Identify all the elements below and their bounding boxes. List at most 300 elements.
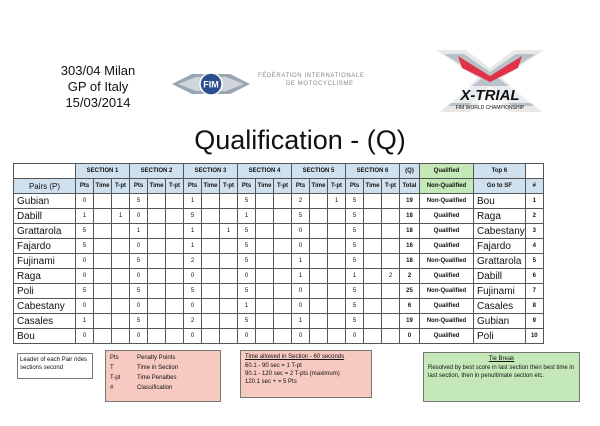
points-cell: 5 bbox=[238, 284, 256, 299]
time-penalty-cell bbox=[166, 269, 184, 284]
header-blank bbox=[525, 164, 543, 179]
time-penalty-cell: 1 bbox=[220, 224, 238, 239]
points-cell: 5 bbox=[238, 254, 256, 269]
section-header: SECTION 6 bbox=[346, 164, 400, 179]
table-row bbox=[14, 329, 544, 344]
qualified-header: Qualified bbox=[420, 164, 474, 179]
time-allowed-box bbox=[240, 350, 372, 398]
points-cell: 1 bbox=[76, 209, 94, 224]
time-penalty-cell bbox=[112, 329, 130, 344]
header-row-sections bbox=[14, 164, 544, 179]
time-cell bbox=[256, 314, 274, 329]
header-row-columns bbox=[14, 179, 544, 194]
section-header: SECTION 5 bbox=[292, 164, 346, 179]
legend-key: T bbox=[110, 365, 114, 371]
time-cell bbox=[256, 329, 274, 344]
rider-name: Raga bbox=[14, 269, 76, 284]
time-cell bbox=[310, 299, 328, 314]
points-cell: 1 bbox=[292, 269, 310, 284]
total-cell: 2 bbox=[400, 269, 420, 284]
semi-final-rider: Fujinami bbox=[474, 284, 526, 299]
tie-break-box bbox=[423, 352, 580, 402]
qualification-status: Qualified bbox=[420, 239, 474, 254]
legend-key: # bbox=[110, 385, 114, 391]
time-cell bbox=[310, 254, 328, 269]
classification-number: 8 bbox=[525, 299, 543, 314]
legend-value: Classification bbox=[137, 385, 173, 391]
time-cell bbox=[94, 284, 112, 299]
time-cell bbox=[202, 329, 220, 344]
legend-row bbox=[110, 373, 216, 383]
qualification-status: Qualified bbox=[420, 329, 474, 344]
time-allowed-line: 120.1 sec + = 5 Pts bbox=[245, 379, 297, 385]
total-cell: 16 bbox=[400, 239, 420, 254]
time-penalty-cell bbox=[382, 299, 400, 314]
time-cell bbox=[94, 314, 112, 329]
time-cell bbox=[94, 194, 112, 209]
legend-row bbox=[110, 383, 216, 393]
subcolumn-header: Pts bbox=[238, 179, 256, 194]
semi-final-rider: Casales bbox=[474, 299, 526, 314]
event-date: 15/03/2014 bbox=[65, 95, 131, 110]
tie-break-title: Tie Break bbox=[488, 356, 515, 362]
points-cell: 0 bbox=[130, 329, 148, 344]
time-cell bbox=[256, 299, 274, 314]
qualification-status: Qualified bbox=[420, 269, 474, 284]
time-penalty-cell bbox=[112, 254, 130, 269]
section-header: SECTION 1 bbox=[76, 164, 130, 179]
points-cell: 5 bbox=[346, 194, 364, 209]
subcolumn-header: Time bbox=[256, 179, 274, 194]
time-cell bbox=[148, 209, 166, 224]
time-penalty-cell bbox=[220, 239, 238, 254]
time-penalty-cell bbox=[328, 329, 346, 344]
time-penalty-cell bbox=[112, 194, 130, 209]
time-penalty-cell bbox=[220, 254, 238, 269]
points-cell: 0 bbox=[292, 299, 310, 314]
hash-header: # bbox=[525, 179, 543, 194]
time-cell bbox=[310, 224, 328, 239]
time-cell bbox=[256, 284, 274, 299]
time-penalty-cell bbox=[166, 224, 184, 239]
legend-box bbox=[105, 350, 221, 402]
time-cell bbox=[94, 239, 112, 254]
time-cell bbox=[364, 224, 382, 239]
points-cell: 5 bbox=[238, 194, 256, 209]
semi-final-rider: Gubian bbox=[474, 314, 526, 329]
points-cell: 5 bbox=[292, 209, 310, 224]
time-cell bbox=[148, 299, 166, 314]
qualification-status: Non-Qualified bbox=[420, 194, 474, 209]
subcolumn-header: T-pt bbox=[274, 179, 292, 194]
time-cell bbox=[364, 209, 382, 224]
total-cell: 0 bbox=[400, 329, 420, 344]
time-cell bbox=[364, 299, 382, 314]
time-cell bbox=[148, 284, 166, 299]
points-cell: 5 bbox=[130, 254, 148, 269]
time-penalty-cell bbox=[328, 239, 346, 254]
points-cell: 1 bbox=[238, 209, 256, 224]
classification-number: 7 bbox=[525, 284, 543, 299]
points-cell: 1 bbox=[76, 314, 94, 329]
fim-logo-text: FIM bbox=[203, 79, 219, 90]
points-cell: 5 bbox=[346, 299, 364, 314]
qualification-status: Qualified bbox=[420, 299, 474, 314]
points-cell: 1 bbox=[292, 314, 310, 329]
time-allowed-line: 90.1 - 120 sec = 2 T-pts (maximum) bbox=[245, 371, 340, 377]
points-cell: 5 bbox=[346, 224, 364, 239]
time-cell bbox=[310, 269, 328, 284]
time-penalty-cell bbox=[166, 329, 184, 344]
points-cell: 0 bbox=[76, 299, 94, 314]
points-cell: 0 bbox=[130, 269, 148, 284]
subcolumn-header: Pts bbox=[184, 179, 202, 194]
points-cell: 0 bbox=[238, 329, 256, 344]
table-row bbox=[14, 254, 544, 269]
time-penalty-cell bbox=[220, 194, 238, 209]
time-cell bbox=[364, 314, 382, 329]
semi-final-rider: Fajardo bbox=[474, 239, 526, 254]
points-cell: 0 bbox=[346, 329, 364, 344]
legend-value: Penalty Points bbox=[137, 355, 176, 361]
table-row bbox=[14, 239, 544, 254]
go-to-sf-header: Go to SF bbox=[474, 179, 526, 194]
points-cell: 0 bbox=[292, 239, 310, 254]
points-cell: 2 bbox=[184, 314, 202, 329]
time-cell bbox=[94, 299, 112, 314]
table-row bbox=[14, 194, 544, 209]
time-penalty-cell bbox=[166, 209, 184, 224]
section-header: SECTION 3 bbox=[184, 164, 238, 179]
section-header: SECTION 2 bbox=[130, 164, 184, 179]
points-cell: 0 bbox=[184, 329, 202, 344]
time-cell bbox=[202, 269, 220, 284]
time-cell bbox=[148, 314, 166, 329]
time-penalty-cell bbox=[112, 269, 130, 284]
time-penalty-cell bbox=[274, 254, 292, 269]
time-penalty-cell bbox=[220, 314, 238, 329]
total-cell: 6 bbox=[400, 299, 420, 314]
points-cell: 1 bbox=[184, 194, 202, 209]
time-penalty-cell bbox=[382, 314, 400, 329]
classification-number: 1 bbox=[525, 194, 543, 209]
time-allowed-title: Time allowed in Section - 60 seconds bbox=[245, 354, 345, 360]
rider-name: Fajardo bbox=[14, 239, 76, 254]
subcolumn-header: Pts bbox=[292, 179, 310, 194]
points-cell: 5 bbox=[130, 314, 148, 329]
table-row bbox=[14, 299, 544, 314]
time-cell bbox=[94, 329, 112, 344]
semi-final-rider: Cabestany bbox=[474, 224, 526, 239]
rider-name: Poli bbox=[14, 284, 76, 299]
time-penalty-cell bbox=[382, 209, 400, 224]
points-cell: 5 bbox=[76, 224, 94, 239]
table-row bbox=[14, 209, 544, 224]
total-cell: 19 bbox=[400, 194, 420, 209]
points-cell: 5 bbox=[346, 239, 364, 254]
subcolumn-header: Time bbox=[310, 179, 328, 194]
subcolumn-header: Time bbox=[94, 179, 112, 194]
points-cell: 0 bbox=[292, 224, 310, 239]
points-cell: 1 bbox=[346, 269, 364, 284]
points-cell: 0 bbox=[76, 269, 94, 284]
points-cell: 5 bbox=[76, 284, 94, 299]
time-penalty-cell bbox=[382, 254, 400, 269]
time-penalty-cell bbox=[328, 284, 346, 299]
legend-row bbox=[110, 363, 216, 373]
fim-logo bbox=[170, 66, 252, 102]
time-penalty-cell bbox=[166, 239, 184, 254]
time-penalty-cell bbox=[220, 284, 238, 299]
rider-name: Gubian bbox=[14, 194, 76, 209]
table-row bbox=[14, 224, 544, 239]
points-cell: 1 bbox=[184, 224, 202, 239]
time-cell bbox=[94, 269, 112, 284]
legend-value: Time in Section bbox=[137, 365, 179, 371]
time-penalty-cell bbox=[328, 209, 346, 224]
subcolumn-header: T-pt bbox=[220, 179, 238, 194]
xtrial-sub: FIM WORLD CHAMPIONSHIP bbox=[455, 105, 525, 111]
time-penalty-cell bbox=[112, 239, 130, 254]
time-cell bbox=[310, 239, 328, 254]
fim-name bbox=[258, 72, 364, 88]
time-cell bbox=[148, 194, 166, 209]
qualification-status: Non-Qualified bbox=[420, 314, 474, 329]
non-qualified-header: Non-Qualified bbox=[420, 179, 474, 194]
points-cell: 0 bbox=[130, 299, 148, 314]
subcolumn-header: Pts bbox=[76, 179, 94, 194]
time-cell bbox=[256, 254, 274, 269]
page-title: Qualification - (Q) bbox=[194, 125, 406, 155]
qualification-status: Non-Qualified bbox=[420, 284, 474, 299]
time-penalty-cell bbox=[220, 269, 238, 284]
event-venue: 303/04 Milan bbox=[60, 63, 136, 78]
time-cell bbox=[364, 239, 382, 254]
time-penalty-cell bbox=[274, 209, 292, 224]
semi-final-rider: Raga bbox=[474, 209, 526, 224]
time-penalty-cell bbox=[382, 329, 400, 344]
points-cell: 0 bbox=[238, 269, 256, 284]
time-penalty-cell bbox=[274, 314, 292, 329]
points-cell: 5 bbox=[238, 224, 256, 239]
points-cell: 5 bbox=[130, 194, 148, 209]
time-cell bbox=[364, 254, 382, 269]
time-cell bbox=[202, 284, 220, 299]
time-penalty-cell bbox=[274, 194, 292, 209]
time-cell bbox=[364, 329, 382, 344]
time-penalty-cell bbox=[220, 209, 238, 224]
points-cell: 0 bbox=[292, 284, 310, 299]
time-cell bbox=[310, 194, 328, 209]
legend-key: T-pt bbox=[110, 375, 121, 381]
top6-header: Top 6 bbox=[474, 164, 526, 179]
time-penalty-cell bbox=[328, 224, 346, 239]
time-cell bbox=[94, 254, 112, 269]
points-cell: 0 bbox=[184, 299, 202, 314]
time-cell bbox=[94, 209, 112, 224]
rider-name: Fujinami bbox=[14, 254, 76, 269]
points-cell: 1 bbox=[130, 224, 148, 239]
section-header: SECTION 4 bbox=[238, 164, 292, 179]
qualification-status: Qualified bbox=[420, 224, 474, 239]
time-cell bbox=[148, 329, 166, 344]
semi-final-rider: Poli bbox=[474, 329, 526, 344]
total-cell: 18 bbox=[400, 209, 420, 224]
rider-name: Bou bbox=[14, 329, 76, 344]
time-cell bbox=[202, 209, 220, 224]
classification-number: 6 bbox=[525, 269, 543, 284]
time-cell bbox=[256, 269, 274, 284]
time-penalty-cell: 1 bbox=[112, 209, 130, 224]
pairs-header: Pairs (P) bbox=[14, 179, 76, 194]
time-penalty-cell bbox=[166, 314, 184, 329]
points-cell: 0 bbox=[292, 329, 310, 344]
total-cell: 25 bbox=[400, 284, 420, 299]
time-penalty-cell bbox=[274, 329, 292, 344]
classification-number: 9 bbox=[525, 314, 543, 329]
points-cell: 5 bbox=[76, 239, 94, 254]
time-penalty-cell bbox=[220, 299, 238, 314]
subcolumn-header: Time bbox=[148, 179, 166, 194]
time-cell bbox=[202, 299, 220, 314]
time-penalty-cell bbox=[328, 269, 346, 284]
time-penalty-cell: 1 bbox=[328, 194, 346, 209]
total-cell: 18 bbox=[400, 254, 420, 269]
time-cell bbox=[256, 209, 274, 224]
time-cell bbox=[148, 254, 166, 269]
time-cell bbox=[364, 284, 382, 299]
subcolumn-header: T-pt bbox=[328, 179, 346, 194]
rider-name: Grattarola bbox=[14, 224, 76, 239]
time-allowed-line: 60.1 - 90 sec = 1 T-pt bbox=[245, 363, 302, 369]
subcolumn-header: T-pt bbox=[112, 179, 130, 194]
time-cell bbox=[202, 224, 220, 239]
time-cell bbox=[310, 329, 328, 344]
table-row bbox=[14, 314, 544, 329]
event-info bbox=[38, 63, 158, 111]
rider-name: Dabill bbox=[14, 209, 76, 224]
time-cell bbox=[94, 224, 112, 239]
time-cell bbox=[148, 269, 166, 284]
time-penalty-cell bbox=[328, 254, 346, 269]
points-cell: 0 bbox=[130, 239, 148, 254]
points-cell: 1 bbox=[292, 254, 310, 269]
time-penalty-cell: 2 bbox=[382, 269, 400, 284]
header-corner bbox=[14, 164, 76, 179]
time-penalty-cell bbox=[166, 254, 184, 269]
points-cell: 1 bbox=[238, 299, 256, 314]
points-cell: 5 bbox=[184, 209, 202, 224]
classification-number: 3 bbox=[525, 224, 543, 239]
points-cell: 1 bbox=[184, 239, 202, 254]
time-penalty-cell bbox=[274, 284, 292, 299]
classification-number: 2 bbox=[525, 209, 543, 224]
time-penalty-cell bbox=[166, 284, 184, 299]
time-penalty-cell bbox=[382, 284, 400, 299]
time-cell bbox=[148, 239, 166, 254]
event-name: GP of Italy bbox=[67, 79, 129, 94]
time-penalty-cell bbox=[112, 299, 130, 314]
time-penalty-cell bbox=[166, 299, 184, 314]
subcolumn-header: T-pt bbox=[166, 179, 184, 194]
time-cell bbox=[310, 209, 328, 224]
points-cell: 5 bbox=[346, 254, 364, 269]
time-cell bbox=[202, 194, 220, 209]
time-penalty-cell bbox=[382, 224, 400, 239]
time-penalty-cell bbox=[220, 329, 238, 344]
time-penalty-cell bbox=[274, 224, 292, 239]
legend-value: Time Penalties bbox=[137, 375, 177, 381]
time-cell bbox=[202, 254, 220, 269]
rider-name: Cabestany bbox=[14, 299, 76, 314]
total-cell: 18 bbox=[400, 224, 420, 239]
leader-note: Leader of each Pair rides sections second bbox=[17, 353, 93, 379]
semi-final-rider: Dabill bbox=[474, 269, 526, 284]
classification-number: 5 bbox=[525, 254, 543, 269]
rider-name: Casales bbox=[14, 314, 76, 329]
table-row bbox=[14, 269, 544, 284]
subcolumn-header: Time bbox=[364, 179, 382, 194]
tie-break-text: Resolved by best score in last section then best time in last section, then in penultimate section etc. bbox=[428, 365, 575, 379]
subcolumn-header: Pts bbox=[130, 179, 148, 194]
semi-final-rider: Bou bbox=[474, 194, 526, 209]
results-table bbox=[13, 163, 544, 344]
subcolumn-header: T-pt bbox=[382, 179, 400, 194]
legend-row bbox=[110, 353, 216, 363]
fim-name-line2: DE MOTOCYCLISME bbox=[286, 81, 354, 87]
points-cell: 0 bbox=[76, 194, 94, 209]
classification-number: 4 bbox=[525, 239, 543, 254]
time-cell bbox=[256, 194, 274, 209]
time-penalty-cell bbox=[112, 284, 130, 299]
time-penalty-cell bbox=[274, 239, 292, 254]
time-penalty-cell bbox=[112, 314, 130, 329]
time-penalty-cell bbox=[274, 299, 292, 314]
subcolumn-header: Pts bbox=[346, 179, 364, 194]
table-row bbox=[14, 284, 544, 299]
time-cell bbox=[364, 269, 382, 284]
time-penalty-cell bbox=[274, 269, 292, 284]
time-cell bbox=[256, 224, 274, 239]
points-cell: 5 bbox=[346, 314, 364, 329]
legend-key: Pts bbox=[110, 355, 119, 361]
time-cell bbox=[202, 314, 220, 329]
time-penalty-cell bbox=[328, 314, 346, 329]
points-cell: 5 bbox=[238, 314, 256, 329]
qualification-status: Qualified bbox=[420, 209, 474, 224]
points-cell: 2 bbox=[292, 194, 310, 209]
points-cell: 5 bbox=[346, 284, 364, 299]
points-cell: 0 bbox=[184, 269, 202, 284]
total-header: Total bbox=[400, 179, 420, 194]
qualification-status: Non-Qualified bbox=[420, 254, 474, 269]
fim-name-line1: FÉDÉRATION INTERNATIONALE bbox=[258, 73, 365, 79]
time-cell bbox=[148, 224, 166, 239]
time-penalty-cell bbox=[166, 194, 184, 209]
time-cell bbox=[256, 239, 274, 254]
points-cell: 5 bbox=[238, 239, 256, 254]
points-cell: 0 bbox=[76, 254, 94, 269]
points-cell: 5 bbox=[346, 209, 364, 224]
time-cell bbox=[364, 194, 382, 209]
points-cell: 2 bbox=[184, 254, 202, 269]
time-cell bbox=[310, 284, 328, 299]
time-cell bbox=[202, 239, 220, 254]
time-penalty-cell bbox=[328, 299, 346, 314]
q-header: (Q) bbox=[400, 164, 420, 179]
time-cell bbox=[310, 314, 328, 329]
classification-number: 10 bbox=[525, 329, 543, 344]
